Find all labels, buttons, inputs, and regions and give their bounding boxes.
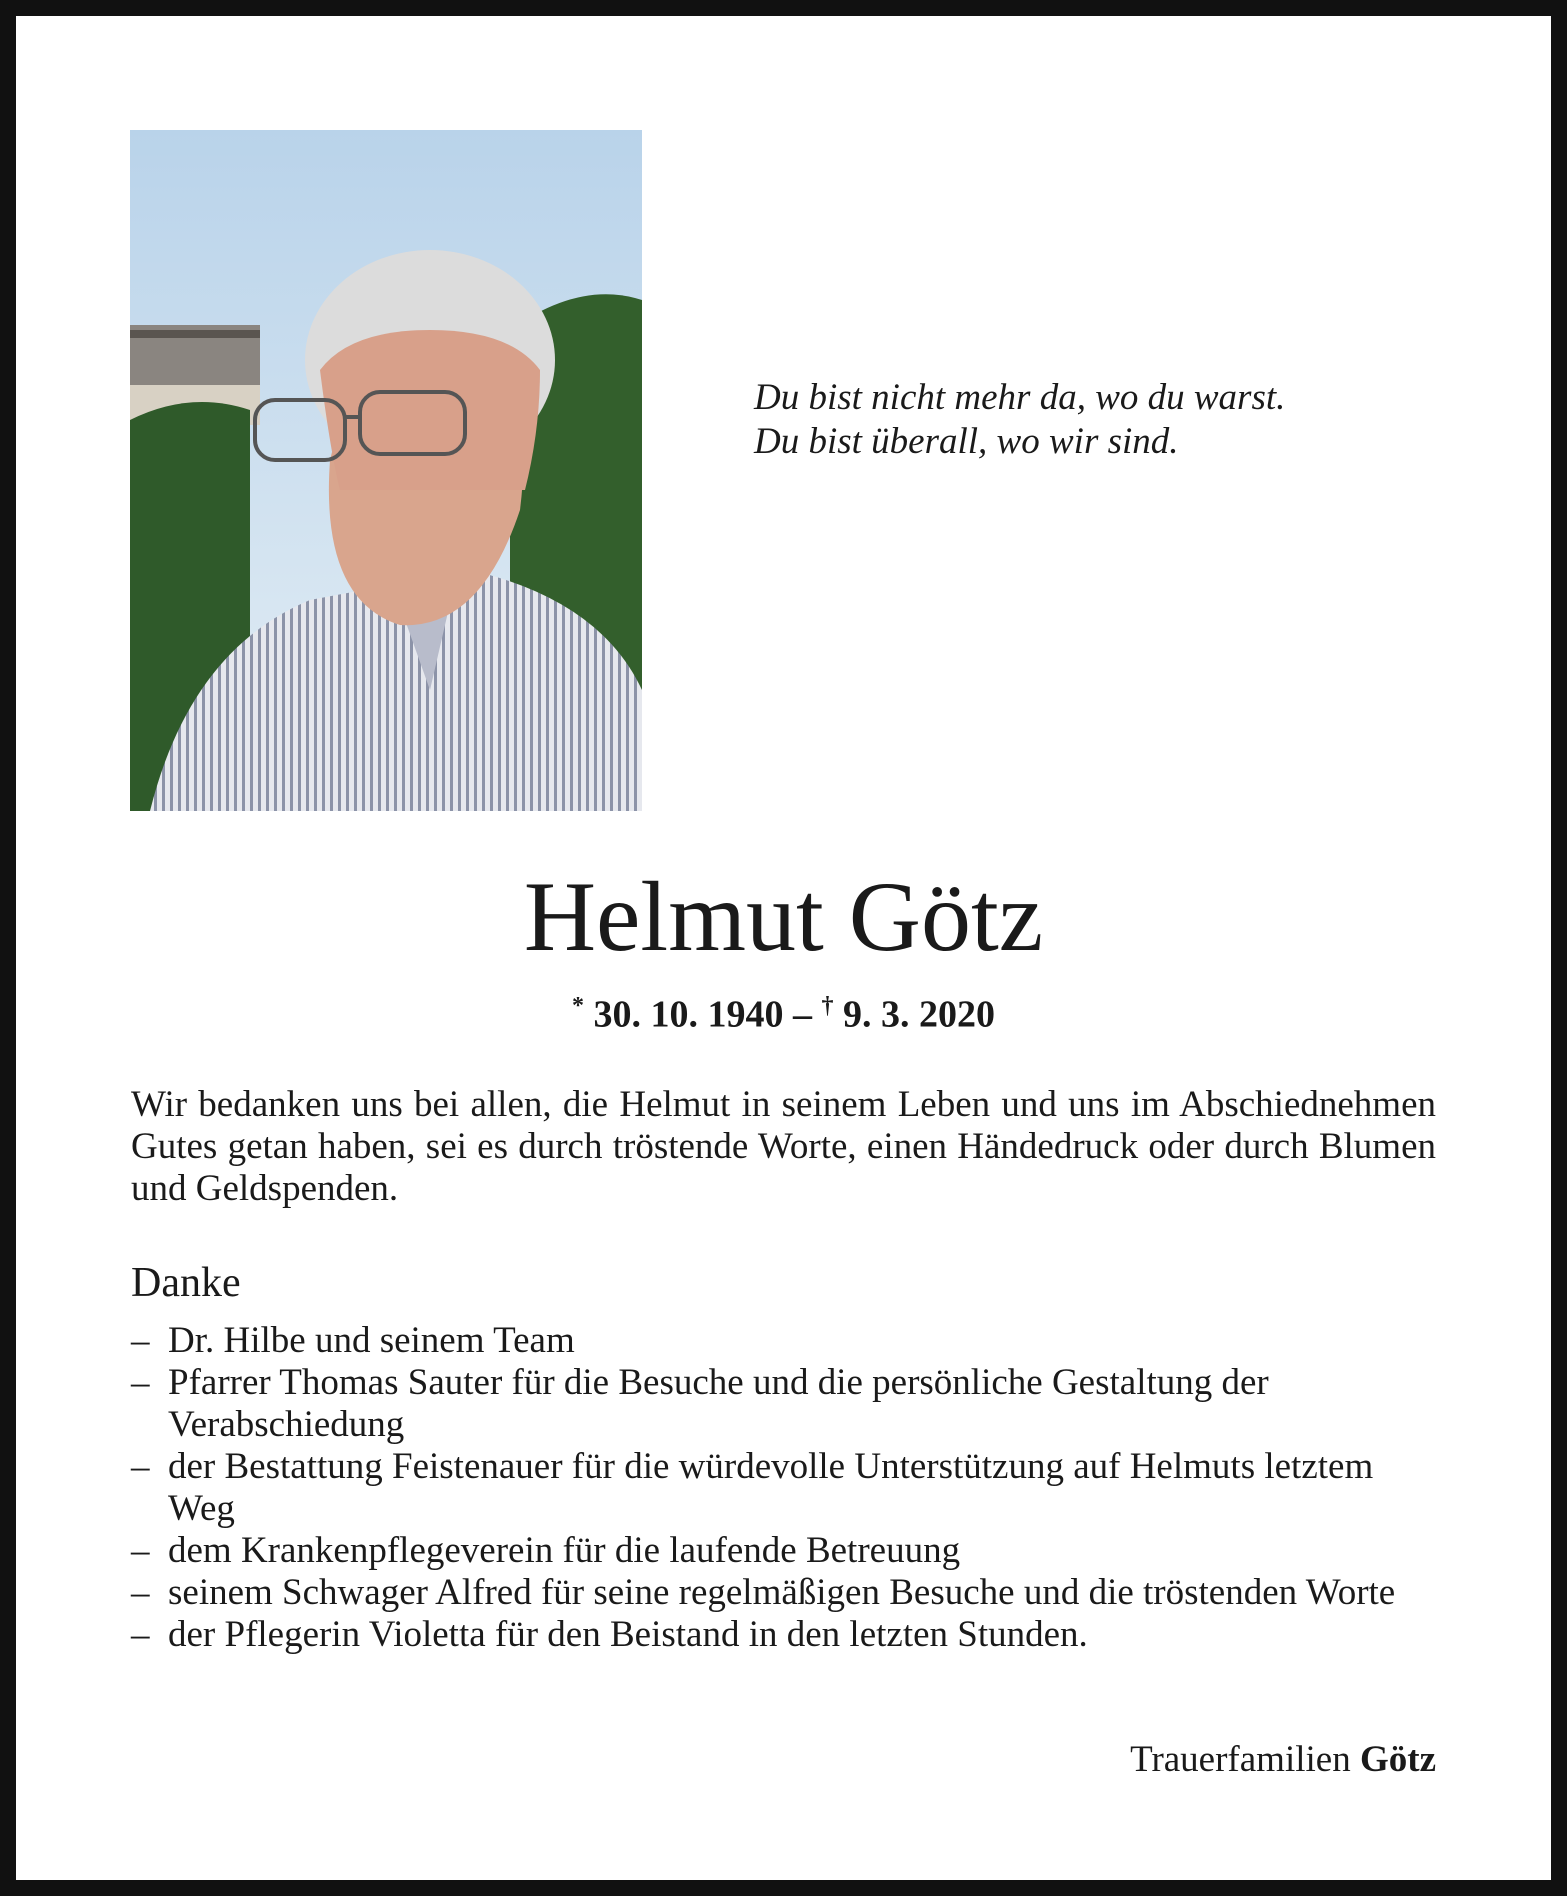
dash: – — [131, 1362, 150, 1403]
life-dates — [0, 984, 1567, 1037]
thanks-heading: Danke — [131, 1260, 241, 1306]
list-item — [131, 1320, 1436, 1362]
list-item — [131, 1572, 1436, 1614]
signature-family: Götz — [1359, 1739, 1436, 1780]
dash: – — [131, 1446, 150, 1487]
birth-symbol: * — [572, 993, 584, 1019]
list-item-text: der Bestattung Feistenauer für die würdevolle Unterstützung auf Helmuts letztem Weg — [168, 1446, 1374, 1529]
dash: – — [131, 1320, 150, 1361]
list-item-text: der Pflegerin Violetta für den Beistand in den letzten Stunden. — [168, 1614, 1088, 1655]
thanks-paragraph: Wir bedanken uns bei allen, die Helmut in seinem Leben und uns im Abschiednehmen Gutes getan haben, sei es durch tröstende Worte, einen Händedruck oder durch Blumen und Geldspenden. — [131, 1084, 1436, 1209]
memorial-quote — [754, 376, 1285, 464]
signature — [1130, 1738, 1436, 1782]
dash: – — [131, 1614, 150, 1655]
portrait-photo — [130, 130, 642, 811]
list-item — [131, 1362, 1436, 1446]
quote-line: Du bist nicht mehr da, wo du warst. — [754, 377, 1286, 418]
death-symbol: † — [821, 993, 834, 1019]
list-item-text: seinem Schwager Alfred für seine regelmäßigen Besuche und die tröstenden Worte — [168, 1572, 1396, 1613]
quote-line: Du bist überall, wo wir sind. — [754, 421, 1179, 462]
list-item — [131, 1614, 1436, 1656]
list-item-text: dem Krankenpflegeverein für die laufende Betreuung — [168, 1530, 961, 1571]
birth-date: 30. 10. 1940 — [593, 993, 784, 1036]
list-item-text: Dr. Hilbe und seinem Team — [168, 1320, 575, 1361]
list-item-text: Pfarrer Thomas Sauter für die Besuche und die persönliche Gestaltung der Verabschiedung — [168, 1362, 1269, 1445]
signature-prefix: Trauerfamilien — [1130, 1739, 1360, 1780]
date-separator: – — [783, 993, 822, 1036]
dash: – — [131, 1572, 150, 1613]
deceased-name: Helmut Götz — [523, 861, 1044, 972]
list-item — [131, 1446, 1436, 1530]
death-date: 9. 3. 2020 — [843, 993, 995, 1036]
thanks-list — [131, 1320, 1436, 1656]
list-item — [131, 1530, 1436, 1572]
dash: – — [131, 1530, 150, 1571]
